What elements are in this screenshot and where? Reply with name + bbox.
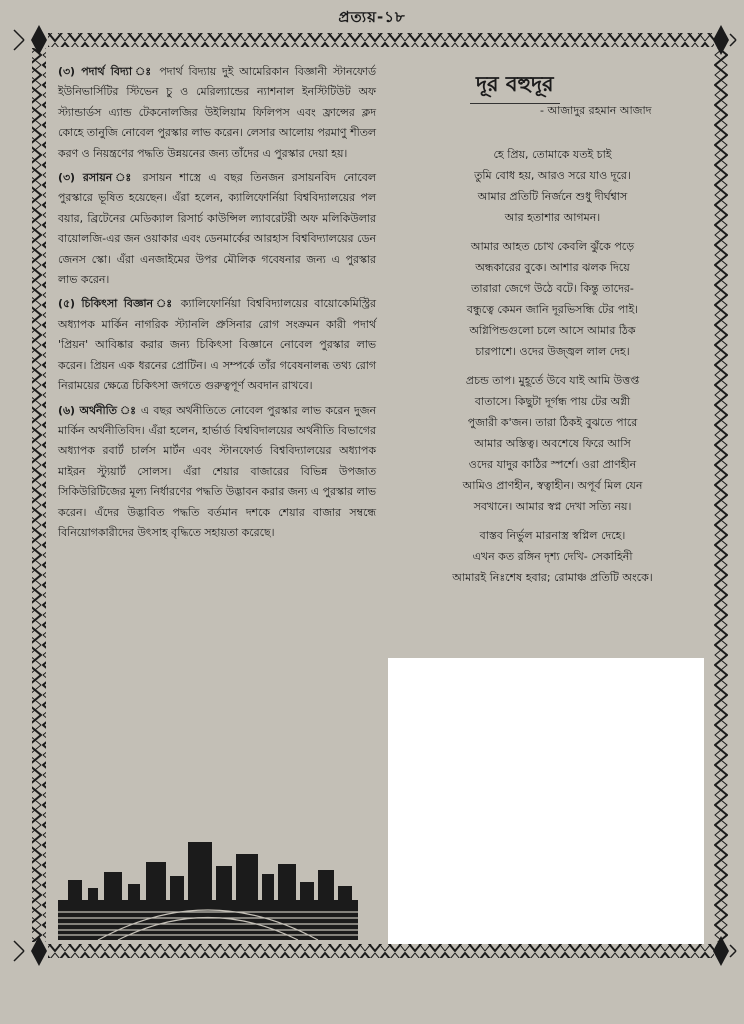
poem-body xyxy=(400,144,705,596)
poem-title: দূর বহুদূর xyxy=(470,68,560,104)
poem-stanza xyxy=(400,236,705,362)
poem-stanza xyxy=(400,144,705,228)
poem-stanza xyxy=(400,525,705,588)
poem-line: তারারা জেগে উঠে বটে। কিন্তু তাদের- xyxy=(471,282,634,295)
poem-line: পুজারী ক'জন। তারা ঠিকই বুঝতে পারে xyxy=(467,416,638,429)
city-skyline-illustration xyxy=(58,840,358,940)
poem-line: বাস্তব নির্ভুল মারনাস্ত্র স্বপ্নিল দেহে। xyxy=(479,529,626,542)
poem-line: আমিও প্রাণহীন, স্বত্বাহীন। অপূর্ব মিল যেন xyxy=(462,479,643,492)
page-header: প্রত্যয়-১৮ xyxy=(338,8,406,26)
section-body: পদার্থ বিদ্যায় দুই আমেরিকান বিজ্ঞানী স্টানফোর্ড ইউনিভার্সিটির স্টিভেন চু ও মেরিল্যান্ডের ন্যাশনাল ইনস্টিটিউট অফ স্ট্যান্ডার্ডস এ্যান্ড টেকনোলজির উইলিয়াম ফিলিপস এবং ফ্রান্সের ক্লদ কোহে তানুজি নোবেল পুরস্কার লাভ করেন। লেসার আলোয় পরমাণু শীতল করণ ও নিয়ন্ত্রণের পদ্ধতি উন্নয়নের জন্য তাঁদের এ পুরস্কার দেয়া হয়। xyxy=(58,65,376,160)
section-title: (৬) অর্থনীতি ঃ xyxy=(58,403,137,417)
poem-line: আমারই নিঃশেষ হবার; রোমাঞ্চ প্রতিটি অংকে। xyxy=(452,571,653,584)
poem-line: এখন কত রঙ্গিন দৃশ্য দেখি- সেকাহিনী xyxy=(472,550,633,563)
article-section-economics xyxy=(58,401,376,544)
poem-line: প্রচন্ড তাপ। মুহূর্তে উবে যাই আমি উত্তপ্ত xyxy=(465,374,640,387)
poem-stanza xyxy=(400,370,705,517)
poem-line: আর হতাশার আগমন। xyxy=(504,211,601,224)
poem-author: - আজাদুর রহমান আজাদ xyxy=(540,104,652,117)
poem-line: ওদের যাদুর কাঠির স্পর্শে। ওরা প্রাণহীন xyxy=(468,458,637,471)
poem-line: তুমি বোধ হয়, আরও সরে যাও দূরে। xyxy=(474,169,631,182)
poem-line: আমার আহত চোখ কেবলি ঝুঁকে পড়ে xyxy=(470,240,635,253)
poem-line: সবখানে। আমার স্বপ্ন দেখা সত্যি নয়। xyxy=(473,500,632,513)
poem-line: হে প্রিয়, তোমাকে যতই চাই xyxy=(493,148,612,161)
section-title: (৩) রসায়ন ঃ xyxy=(58,171,136,185)
section-body: এ বছর অর্থনীতিতে নোবেল পুরস্কার লাভ করেন দুজন মার্কিন অর্থনীতিবিদ। এঁরা হলেন, হার্ভার্ড বিশ্ববিদালয়ের অর্থনীতি বিভাগের অধ্যাপক রবার্ট চার্লস মার্টন এবং স্টানফোর্ড বিশ্ববিদ্যালয়ের অধ্যাপক মাইরন স্ট্যুয়ার্ট সোলস। এঁরা শেয়ার বাজারের বিভিন্ন উপজাত সিকিউরিটিজের মূল্য নির্ধারণের পদ্ধতি উদ্ভাবন করার জন্য এ পুরস্কার লাভ করেন। এঁদের উদ্ভাবিত পদ্ধতি বর্তমান দশকে শেয়ার বাজার সম্বন্ধে বিনিয়োগকারীদের উৎসাহ বৃদ্ধিতে সহায়তা করেছে। xyxy=(58,403,376,539)
article-section-medicine xyxy=(58,294,376,396)
poem-line: চারপাশে। ওদের উজ্জ্বল লাল দেহ। xyxy=(475,345,630,358)
section-body: ক্যালিফোর্নিয়া বিশ্ববিদ্যালয়ের বায়োকেমিস্ট্রির অধ্যাপক মার্কিন নাগরিক স্ট্যানলি প্রুসিনার রোগ সংক্রমন কারী পদার্থ 'প্রিয়ন' আবিষ্কার করার জন্য চিকিৎসা বিজ্ঞানে নোবেল পুরস্কার লাভ করেন। প্রিয়ন এক ধরনের প্রোটিন। এ সম্পর্কে তাঁর গবেষনালব্ধ তথ্য রোগ নিরাময়ের ক্ষেত্রে চিকিৎসা জগতে গুরুত্বপূর্ণ অবদান রাখবে। xyxy=(58,297,376,393)
section-body: রসায়ন শাস্ত্রে এ বছর তিনজন রসায়নবিদ নোবেল পুরস্কারে ভূষিত হয়েছেন। এঁরা হলেন, ক্যালিফোর্নিয়া বিশ্ববিদ্যালয়ের পল বয়ার, ব্রিটেনের মেডিক্যাল রিসার্চ কাউন্সিল ল্যাবরেটরী অফ মলিকিউলার বায়োলজি-এর জন ওয়াকার এবং ডেনমার্কের আরহাস বিশ্ববিদ্যালয়ের ডেন জেনস স্কো। এঁরা এনজাইমের উপর মৌলিক গবেষনার জন্য এ পুরস্কার লাভ করেন। xyxy=(58,171,376,287)
article-column xyxy=(58,62,376,547)
poem-line: বাতাসে। কিছুটা দূর্গন্ধ পায় টের অগ্নী xyxy=(474,395,631,408)
section-title: (৩) পদার্থ বিদ্যা ঃ xyxy=(58,65,154,78)
article-section-chemistry xyxy=(58,168,376,290)
poem-line: আমার প্রতিটি নির্জনে শুধু দীর্ঘশ্বাস xyxy=(477,190,628,203)
poem-line: বন্ধুত্বে কেমন জানি দূরভিসন্ধি টের পাই। xyxy=(466,303,639,316)
article-section-physics xyxy=(58,62,376,164)
section-title: (৫) চিকিৎসা বিজ্ঞান ঃ xyxy=(58,297,175,311)
poem-line: অগ্নিপিন্ডগুলো চলে আসে আমার ঠিক xyxy=(469,324,636,337)
poem-line: অন্ধকারের বুকে। আশার ঝলক দিয়ে xyxy=(475,261,630,274)
blank-panel xyxy=(388,658,704,944)
poem-line: আমার অস্তিত্ব। অবশেষে ফিরে আসি xyxy=(474,437,631,450)
